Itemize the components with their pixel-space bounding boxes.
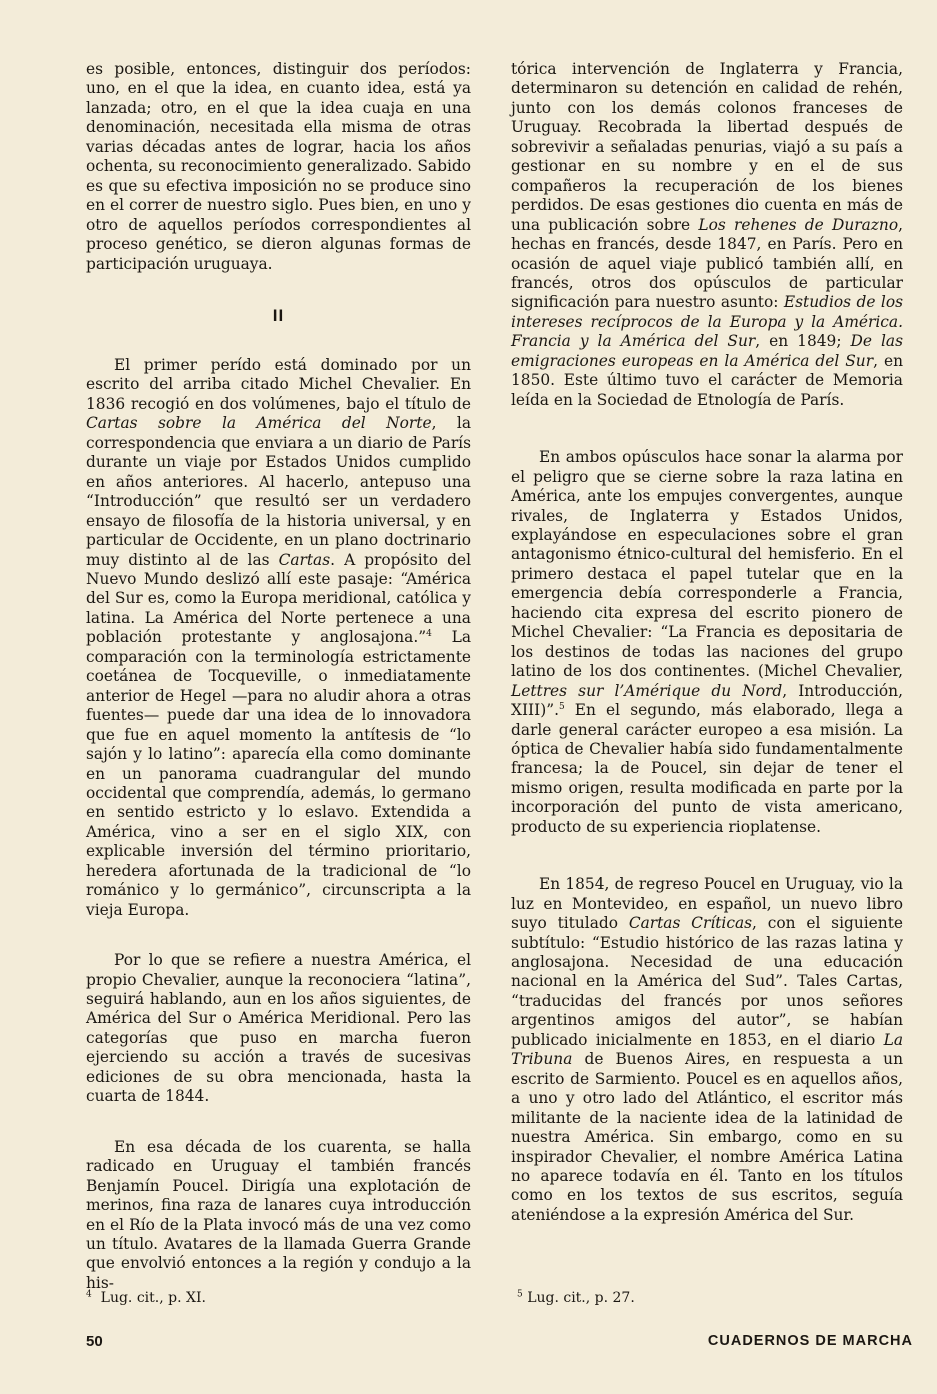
italic-title: La Tribuna: [511, 1030, 903, 1069]
italic-title: Lettres sur l’Amérique du Nord: [511, 681, 783, 700]
left-column: [86, 60, 471, 1293]
footnote-ref[interactable]: 5: [558, 701, 565, 712]
paragraph-cartas-criticas: En 1854, de regreso Poucel en Uruguay, vio la luz en Montevideo, en español, un nuevo libro suyo titulado Cartas Críticas, con el siguiente subtítulo: “Estudio histórico de las razas latina y anglosajona. Necesidad de una educación nacional en la América del Sud”. Tales Cartas, “traducidas del francés por unos señores argentinos amigos del autor”, se habían publicado inicialmente en 1853, en el diario La Tribuna de Buenos Aires, en respuesta a un escrito de Sarmiento. Poucel es en aquellos años, a uno y otro lado del Atlántico, el escritor más militante de la naciente idea de la latinidad de nuestra América. Sin embargo, como en su inspirador Chevalier, el nombre América Latina no aparece todavía en él. Tanto en los títulos como en los textos de sus escritos, seguía ateniéndose a la expresión América del Sur.: [511, 875, 903, 1224]
italic-title: Los rehenes de Durazno: [698, 215, 899, 234]
italic-title: Cartas Críticas: [628, 914, 753, 933]
italic-title: Cartas sobre la América del Norte: [86, 414, 432, 433]
paragraph-poucel: En esa década de los cuarenta, se halla radicado en Uruguay el también francés Benjamín Poucel. Dirigía una explotación de merinos, fina raza de lanares cuya introducción en el Río de la Plata invocó más de una vez como un título. Avatares de la llamada Guerra Grande que envolvió entonces a la región y condujo a la his-: [86, 1137, 471, 1292]
section-heading: II: [272, 305, 285, 325]
publication-title: CUADERNOS DE MARCHA: [707, 1333, 913, 1349]
italic-title: Cartas: [278, 550, 331, 569]
footnote-mark: 4: [86, 1289, 92, 1300]
footnote-ref[interactable]: 4: [426, 629, 432, 640]
paragraph-continuation: es posible, entonces, distinguir dos períodos: uno, en el que la idea, en cuanto idea, está ya lanzada; otro, en el que la idea cuaja en una denominación, necesitada ella misma de otras varias décadas antes de lograr, hacia los años ochenta, su reconocimiento generalizado. Sabido es que su efectiva imposición no se produce sino en el correr de nuestro siglo. Pues bien, en uno y otro de aquellos períodos correspondientes al proceso genético, se dieron algunas formas de participación uruguaya.: [86, 60, 471, 273]
paragraph-intervencion: tórica intervención de Inglaterra y Francia, determinaron su detención en calidad de rehén, junto con los demás colonos franceses de Uruguay. Recobrada la libertad después de sobrevivir a señaladas penurias, viajó a su país a gestionar en su nombre y en el de sus compañeros la recuperación de los bienes perdidos. De esas gestiones dio cuenta en más de una publicación sobre Los rehenes de Durazno, hechas en francés, desde 1847, en París. Pero en ocasión de aquel viaje publicó también allí, en francés, otros dos opúsculos de particular significación para nuestro asunto: Estudios de los intereses recíprocos de la Europa y la América. Francia y la América del Sur, en 1849; De las emigraciones europeas en la América del Sur, en 1850. Este último tuvo el carácter de Memoria leída en la Sociedad de Etnología de París.: [511, 60, 904, 409]
italic-title: Estudios de los intereses recíprocos de la Europa y la América. Francia y la América del Sur: [511, 293, 904, 351]
footnote: $^5$ Lug. cit., p. 27.: [517, 1289, 635, 1306]
page-number: 50: [86, 1333, 103, 1350]
italic-title: De las emigraciones europeas en la América del Sur: [511, 332, 903, 370]
paragraph-opusculos: En ambos opúsculos hace sonar la alarma por el peligro que se cierne sobre la raza latina en América, ante los empujes convergentes, aunque rivales, de Inglaterra y Estados Unidos, explayándose en especulaciones sobre el gran antagonismo étnico-cultural del hemisferio. En el primero destaca el papel tutelar que en la emergencia debía corresponderle a Francia, haciendo cita expresa del escrito pionero de Michel Chevalier: “La Francia es depositaria de los destinos de todas las naciones del grupo latino de los dos continentes. (Michel Chevalier, Lettres sur l’Amérique du Nord, Introducción, XIII)”.$^5$ En el segundo, más elaborado, llega a darle general carácter europeo a esa misión. La óptica de Chevalier había sido fundamentalmente francesa; la de Poucel, sin dejar de tener el mismo origen, resulta modificada en parte por la incorporación del punto de vista americano, producto de su experiencia rioplatense.: [511, 448, 903, 836]
footnote: $^4$ Lug. cit., p. XI.: [86, 1289, 206, 1306]
footnote-mark: 5: [517, 1289, 523, 1300]
right-column: [511, 60, 903, 1225]
paragraph-chevalier: El primer perído está dominado por un escrito del arriba citado Michel Chevalier. En 1836 recogió en dos volúmenes, bajo el título de Cartas sobre la América del Norte, la correspondencia que enviara a un diario de París durante un viaje por Estados Unidos cumplido en años anteriores. Al hacerlo, antepuso una “Introducción” que resultó ser un verdadero ensayo de filosofía de la historia universal, y en particular de Occidente, en un plano doctrinario muy distinto al de las Cartas. A propósito del Nuevo Mundo deslizó allí este pasaje: “América del Sur es, como la Europa meridional, católica y latina. La América del Norte pertenece a una población protestante y anglosajona.”$^4$ La comparación con la terminología estrictamente coetánea de Tocqueville, o inmediatamente anterior de Hegel —para no aludir ahora a otras fuentes— puede dar una idea de lo innovadora que fue en aquel momento la antítesis de “lo sajón y lo latino”: aparecía ella como dominante en un panorama cuadrangular del mundo occidental que comprendía, además, lo germano en sentido estricto y lo eslavo. Extendida a América, vino a ser en el siglo XIX, con explicable inversión del término prioritario, heredera afortunada de la tradicional de “lo románico y lo germánico”, circunscripta a la vieja Europa.: [86, 355, 472, 919]
paragraph-latina: Por lo que se refiere a nuestra América, el propio Chevalier, aunque la reconociera “latina”, seguirá hablando, aun en los años siguientes, de América del Sur o América Meridional. Pero las categorías que puso en marcha fueron ejerciendo su acción a través de sucesivas ediciones de su obra mencionada, hasta la cuarta de 1844.: [86, 951, 471, 1106]
